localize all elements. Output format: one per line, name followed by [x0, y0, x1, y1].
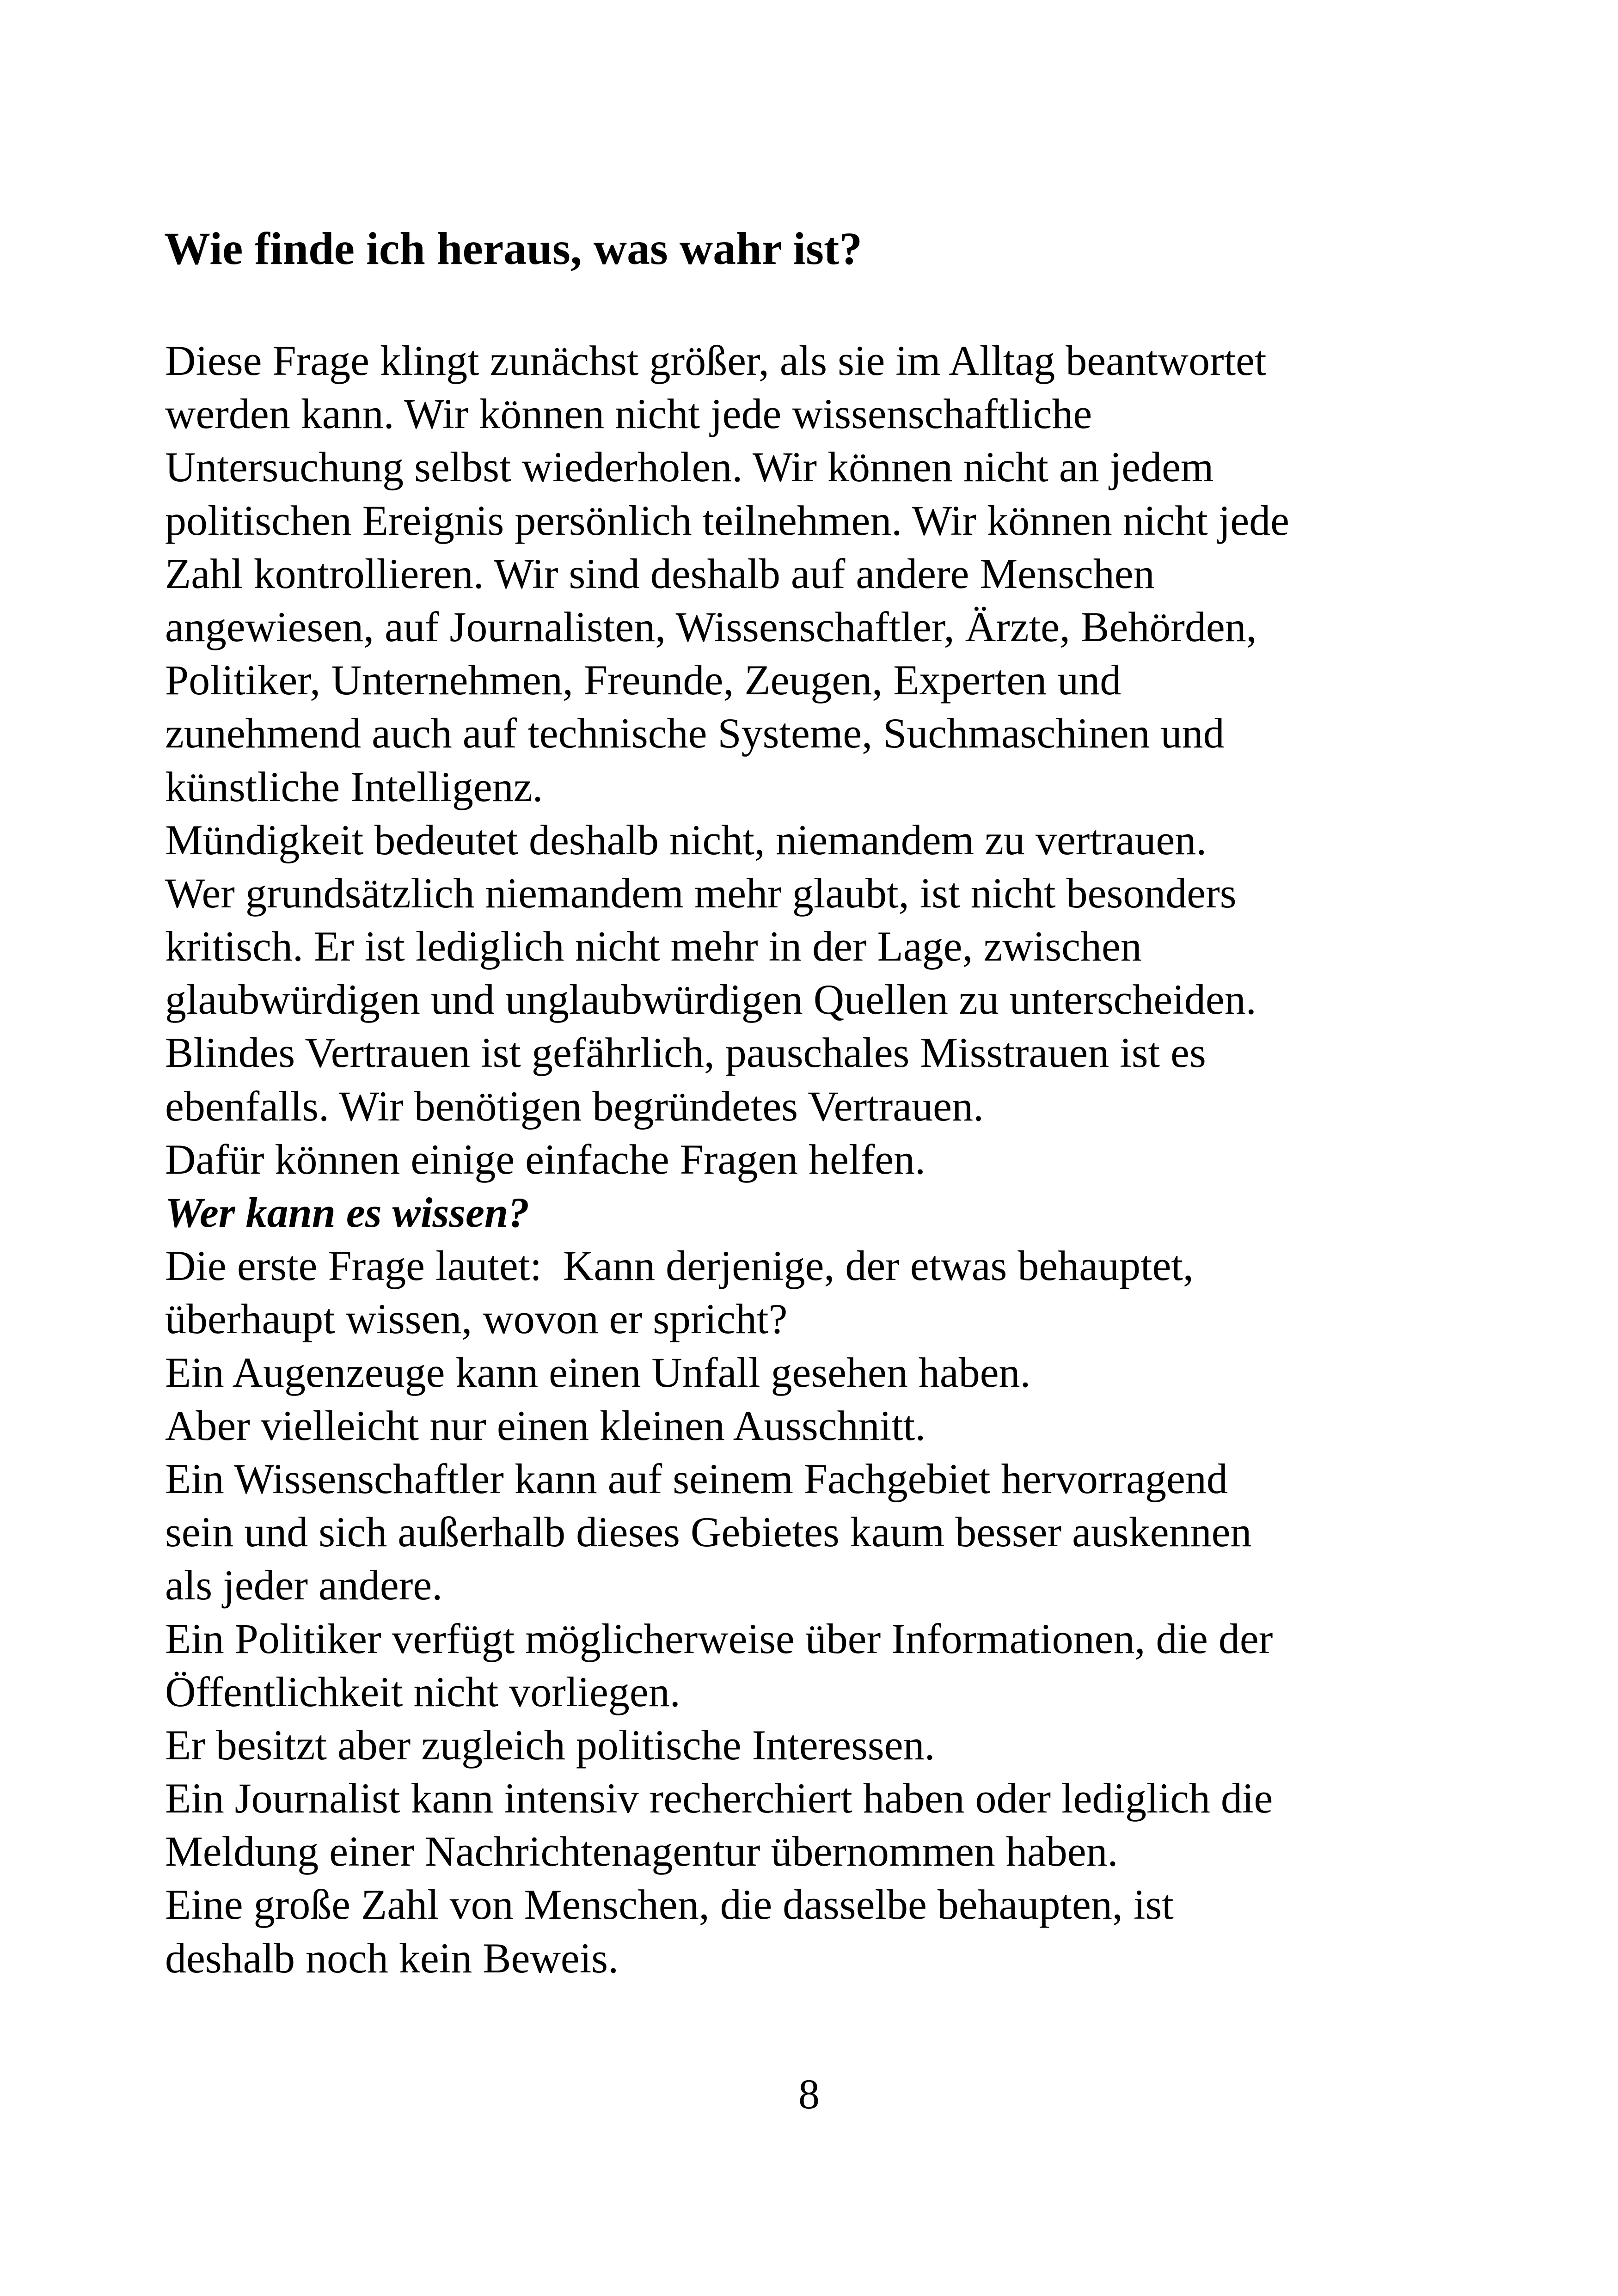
text-line: als jeder andere. — [165, 1561, 443, 1609]
text-line: Eine große Zahl von Menschen, die dasselbe behaupten, ist — [165, 1881, 1174, 1929]
text-line: Ein Augenzeuge kann einen Unfall gesehen haben. — [165, 1348, 1031, 1396]
text-line: Dafür können einige einfache Fragen helfen. — [165, 1135, 926, 1183]
text-line: überhaupt wissen, wovon er spricht? — [165, 1295, 788, 1343]
text-line: künstliche Intelligenz. — [165, 763, 543, 810]
text-line: Meldung einer Nachrichtenagentur übernommen haben. — [165, 1828, 1118, 1875]
text-line: Diese Frage klingt zunächst größer, als sie im Alltag beantwortet — [165, 337, 1267, 384]
text-line: Wer grundsätzlich niemandem mehr glaubt, ist nicht besonders — [165, 869, 1237, 917]
text-line: ebenfalls. Wir benötigen begründetes Vertrauen. — [165, 1082, 984, 1130]
subheading: Wer kann es wissen? — [165, 1189, 530, 1236]
text-line: Politiker, Unternehmen, Freunde, Zeugen, Experten und — [165, 656, 1122, 704]
text-line: Untersuchung selbst wiederholen. Wir können nicht an jedem — [165, 443, 1214, 491]
page-heading: Wie finde ich heraus, was wahr ist? — [164, 223, 863, 274]
text-line: Ein Journalist kann intensiv recherchiert haben oder lediglich die — [165, 1775, 1273, 1822]
text-line: zunehmend auch auf technische Systeme, Suchmaschinen und — [165, 710, 1225, 757]
text-line: Mündigkeit bedeutet deshalb nicht, niemandem zu vertrauen. — [165, 816, 1207, 863]
text-line: Zahl kontrollieren. Wir sind deshalb auf andere Menschen — [165, 550, 1155, 597]
text-line: kritisch. Er ist lediglich nicht mehr in der Lage, zwischen — [165, 923, 1142, 970]
text-line: Öffentlichkeit nicht vorliegen. — [165, 1668, 680, 1715]
body-text — [165, 334, 1552, 1985]
text-line: glaubwürdigen und unglaubwürdigen Quellen zu unterscheiden. — [165, 976, 1256, 1023]
text-line: Ein Politiker verfügt möglicherweise über Informationen, die der — [165, 1615, 1273, 1662]
text-line: Er besitzt aber zugleich politische Interessen. — [165, 1721, 935, 1769]
text-line: Blindes Vertrauen ist gefährlich, pauschales Misstrauen ist es — [165, 1029, 1206, 1077]
text-line: Aber vielleicht nur einen kleinen Ausschnitt. — [165, 1402, 926, 1449]
page-number: 8 — [798, 2070, 820, 2118]
text-line: Die erste Frage lautet: Kann derjenige, der etwas behauptet, — [165, 1242, 1194, 1290]
text-line: politischen Ereignis persönlich teilnehmen. Wir können nicht jede — [165, 496, 1289, 544]
text-line: Ein Wissenschaftler kann auf seinem Fachgebiet hervorragend — [165, 1455, 1228, 1502]
text-line: deshalb noch kein Beweis. — [165, 1934, 619, 1982]
text-line: sein und sich außerhalb dieses Gebietes kaum besser auskennen — [165, 1508, 1252, 1556]
text-line: werden kann. Wir können nicht jede wissenschaftliche — [165, 390, 1092, 438]
text-line: angewiesen, auf Journalisten, Wissenschaftler, Ärzte, Behörden, — [165, 603, 1257, 650]
